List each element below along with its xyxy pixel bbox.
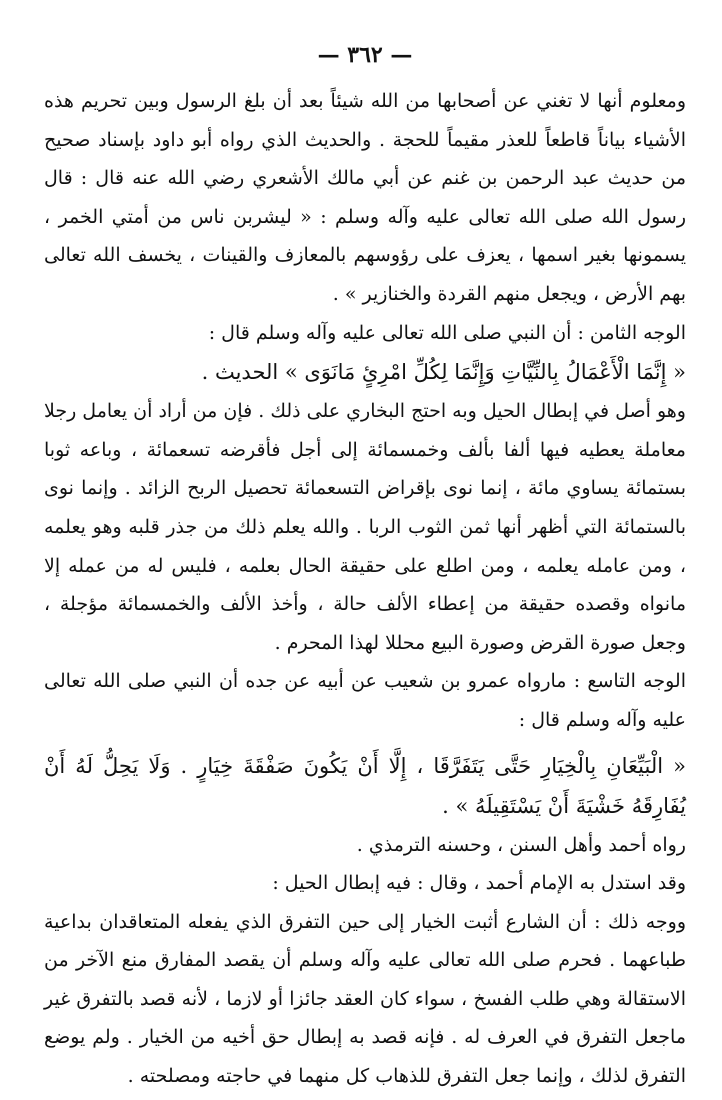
page-number: — ٣٦٢ — — [317, 42, 413, 68]
paragraph-eighth-aspect: الوجه الثامن : أن النبي صلى الله تعالى عليه وآله وسلم قال : — [208, 321, 686, 344]
paragraph-ahmad: وقد استدل به الإمام أحمد ، وقال : فيه إبطال الحيل : — [272, 872, 686, 895]
paragraph-tricks: وهو أصل في إبطال الحيل وبه احتج البخاري على ذلك . فإن من أراد أن يعامل رجلا معاملة يعطيه فيها ألفا بألف وخمسمائة إلى أجل فأقرضه تسعمائة ، وباعه ثوبا بستمائة يساوي مائة ، إنما نوى بإقراض التسعمائة تحصيل الربح الزائد . وإنما نوى بالستمائة التي أظهر أنها ثمن الثوب الربا . والله يعلم ذلك من جذر قلبه وهو يعلمه ، ومن عامله يعلمه ، ومن اطلع على حقيقة الحال بعلمه ، فليس له من عمله إلا مانواه وقصده حقيقة من إعطاء الألف حالة ، وأخذ الألف والخمسمائة مؤجلة ، وجعل صورة القرض وصورة البيع محللا لهذا المحرم . — [44, 400, 686, 654]
hadith-intentions: « إِنَّمَا الْأَعْمَالُ بِالنِّيَّاتِ وَإِنَّمَا لِكُلِّ امْرِئٍ مَانَوَى » الحديث . — [201, 360, 686, 385]
page-body — [44, 82, 686, 1096]
hadith-option: « الْبَيِّعَانِ بِالْخِيَارِ حَتَّى يَتَفَرَّقَا ، إِلَّا أَنْ يَكُونَ صَفْقَةَ خِيَارٍ . وَلَا يَحِلُّ لَهُ أَنْ يُفَارِقَهُ خَشْيَةَ أَنْ يَسْتَقِيلَهُ » . — [44, 753, 686, 818]
paragraph-ninth-aspect: الوجه التاسع : مارواه عمرو بن شعيب عن أبيه عن جده أن النبي صلى الله تعالى عليه وآله وسلم قال : — [44, 670, 686, 731]
paragraph-explanation: ووجه ذلك : أن الشارع أثبت الخيار إلى حين التفرق الذي يفعله المتعاقدان بداعية طباعهما . فحرم صلى الله تعالى عليه وآله وسلم أن يقصد المفارق منع الآخر من الاستقالة وهي طلب الفسخ ، سواء كان العقد جائزا أو لازما ، لأنه قصد بالتفرق غير ماجعل التفرق في العرف له . فإنه قصد به إبطال حق أخيه من الخيار . ولم يوضع التفرق لذلك ، وإنما جعل التفرق للذهاب كل منهما في حاجته ومصلحته . — [44, 910, 686, 1088]
paragraph-intro: ومعلوم أنها لا تغني عن أصحابها من الله شيئاً بعد أن بلغ الرسول وبين تحريم هذه الأشياء بياناً قاطعاً للعذر مقيماً للحجة . والحديث الذي رواه أبو داود بإسناد صحيح من حديث عبد الرحمن بن غنم عن أبي مالك الأشعري رضي الله عنه قال : قال رسول الله صلى الله تعالى عليه وآله وسلم : « ليشربن ناس من أمتي الخمر ، يسمونها بغير اسمها ، يعزف على رؤوسهم بالمعازف والقينات ، يخسف الله تعالى بهم الأرض ، ويجعل منهم القردة والخنازير » . — [44, 90, 686, 305]
paragraph-narration: رواه أحمد وأهل السنن ، وحسنه الترمذي . — [356, 833, 686, 856]
